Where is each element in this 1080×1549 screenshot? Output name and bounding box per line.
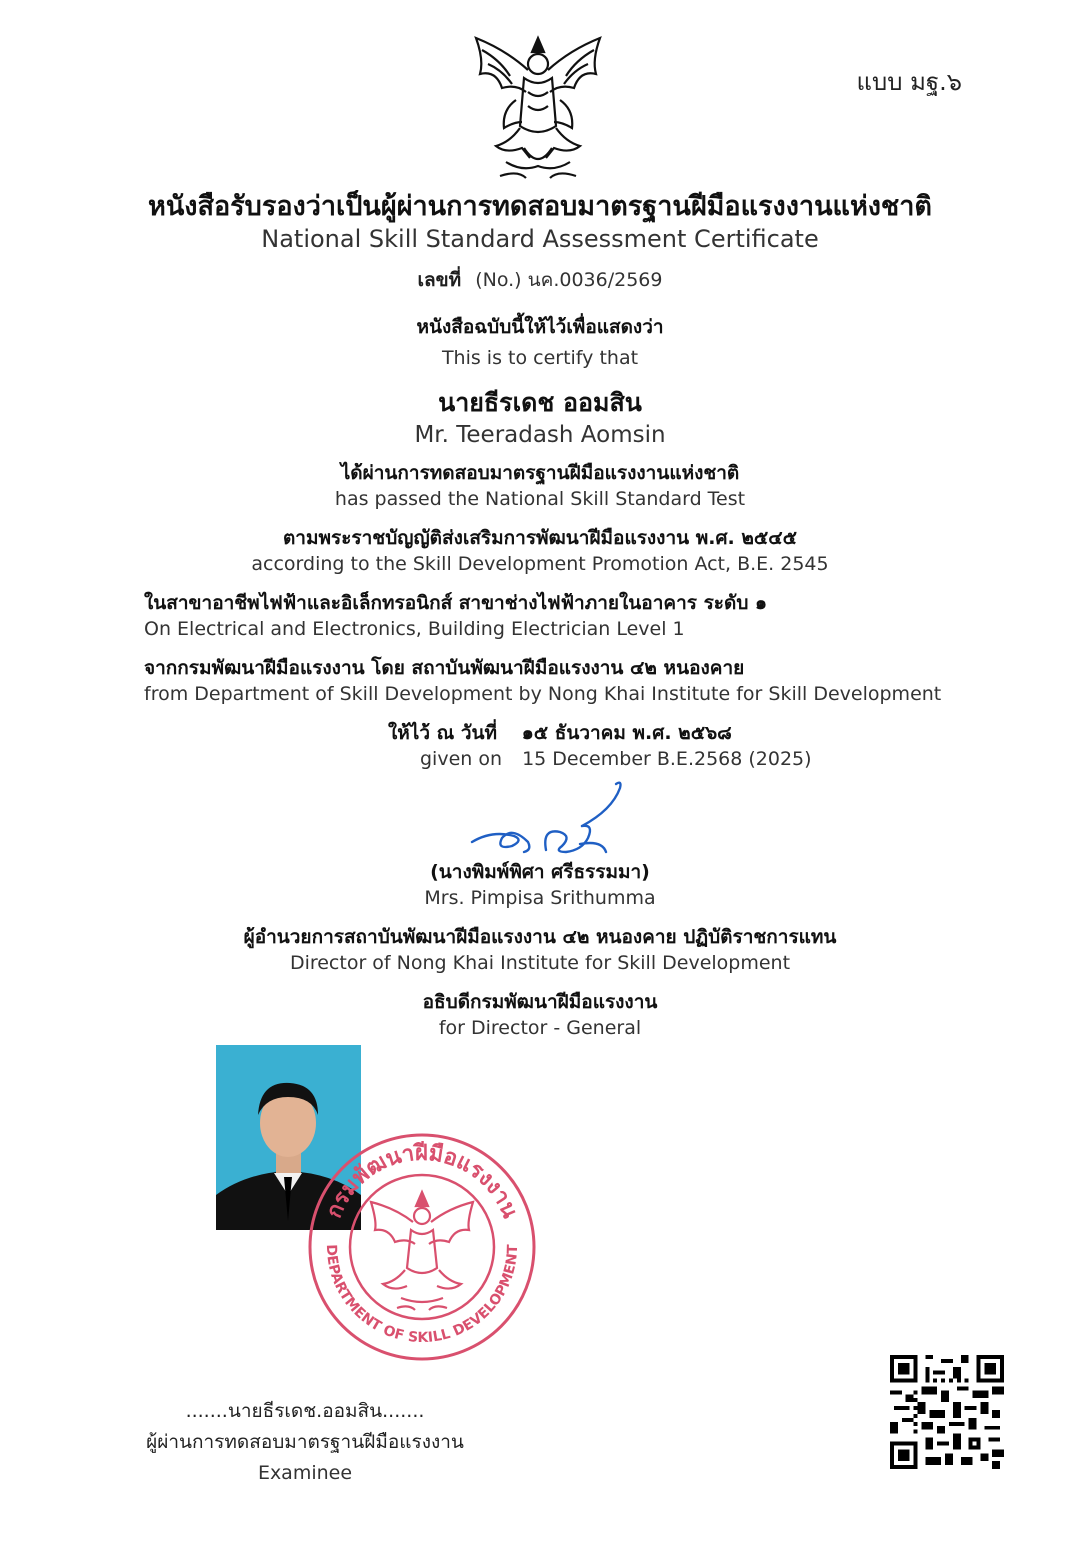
issuer-statement-english: from Department of Skill Development by Nong Khai Institute for Skill Development [144, 683, 942, 705]
given-date-thai [388, 718, 732, 748]
director-signature-icon [462, 780, 632, 865]
on-behalf-thai: อธิบดีกรมพัฒนาฝีมือแรงงาน [422, 991, 658, 1013]
svg-text:กรมพัฒนาฝีมือแรงงาน [322, 1141, 523, 1222]
seal-text-english: DEPARTMENT OF SKILL DEVELOPMENT [322, 1244, 522, 1347]
garuda-emblem-icon [466, 30, 610, 186]
field-statement-thai: ในสาขาอาชีพไฟฟ้าและอิเล็กทรอนิกส์ สาขาช่างไฟฟ้าภายในอาคาร ระดับ ๑ [144, 592, 768, 614]
given-label-english: given on [420, 748, 503, 770]
certificate-title-english: National Skill Standard Assessment Certificate [261, 225, 819, 253]
act-statement-thai: ตามพระราชบัญญัติส่งเสริมการพัฒนาฝีมือแรงงาน พ.ศ. ๒๕๔๕ [282, 527, 798, 549]
signer-position-english: Director of Nong Khai Institute for Skill Development [289, 952, 791, 974]
passed-statement-thai: ได้ผ่านการทดสอบมาตรฐานฝีมือแรงงานแห่งชาติ [340, 462, 740, 484]
holder-name-thai: นายธีรเดช ออมสิน [438, 388, 642, 417]
given-date-value-thai: ๑๕ ธันวาคม พ.ศ. ๒๕๖๘ [521, 722, 732, 744]
seal-text-thai: กรมพัฒนาฝีมือแรงงาน [321, 1140, 523, 1222]
given-date-value-english: 15 December B.E.2568 (2025) [522, 748, 812, 770]
certify-statement-thai: หนังสือฉบับนี้ให้ไว้เพื่อแสดงว่า [416, 316, 664, 338]
certificate-title-thai: หนังสือรับรองว่าเป็นผู้ผ่านการทดสอบมาตรฐานฝีมือแรงงานแห่งชาติ [148, 191, 932, 222]
svg-text:DEPARTMENT OF SKILL DEVELOPMEN [323, 1244, 521, 1346]
field-statement-english: On Electrical and Electronics, Building Electrician Level 1 [144, 618, 685, 640]
certificate-number [0, 265, 1080, 295]
passed-statement-english: has passed the National Skill Standard Test [334, 488, 746, 510]
holder-name-english: Mr. Teeradash Aomsin [414, 422, 666, 448]
certify-statement-english: This is to certify that [441, 347, 639, 369]
examinee-block [130, 1396, 480, 1488]
signer-name-english: Mrs. Pimpisa Srithumma [424, 887, 656, 909]
signer-position-thai: ผู้อำนวยการสถาบันพัฒนาฝีมือแรงงาน ๔๒ หนองคาย ปฏิบัติราชการแทน [243, 926, 837, 948]
act-statement-english: according to the Skill Development Promotion Act, B.E. 2545 [251, 553, 829, 575]
given-label-thai: ให้ไว้ ณ วันที่ [388, 722, 498, 744]
qr-code-icon[interactable] [890, 1355, 1004, 1469]
department-seal-icon [305, 1130, 540, 1365]
examinee-label-thai: ผู้ผ่านการทดสอบมาตรฐานฝีมือแรงงาน [146, 1431, 464, 1453]
examinee-signature: .......นายธีรเดช.ออมสิน....... [185, 1400, 425, 1422]
given-date-english [420, 748, 812, 770]
on-behalf-english: for Director - General [438, 1017, 642, 1039]
signer-name-thai: (นางพิมพ์พิศา ศรีธรรมมา) [430, 861, 650, 883]
certificate-number-label: เลขที่ [417, 269, 462, 291]
issuer-statement-thai: จากกรมพัฒนาฝีมือแรงงาน โดย สถาบันพัฒนาฝีมือแรงงาน ๔๒ หนองคาย [144, 657, 745, 679]
certificate-number-value: (No.) นค.0036/2569 [475, 269, 663, 291]
form-code: แบบ มฐ.๖ [856, 68, 962, 96]
examinee-label-english: Examinee [257, 1462, 353, 1484]
